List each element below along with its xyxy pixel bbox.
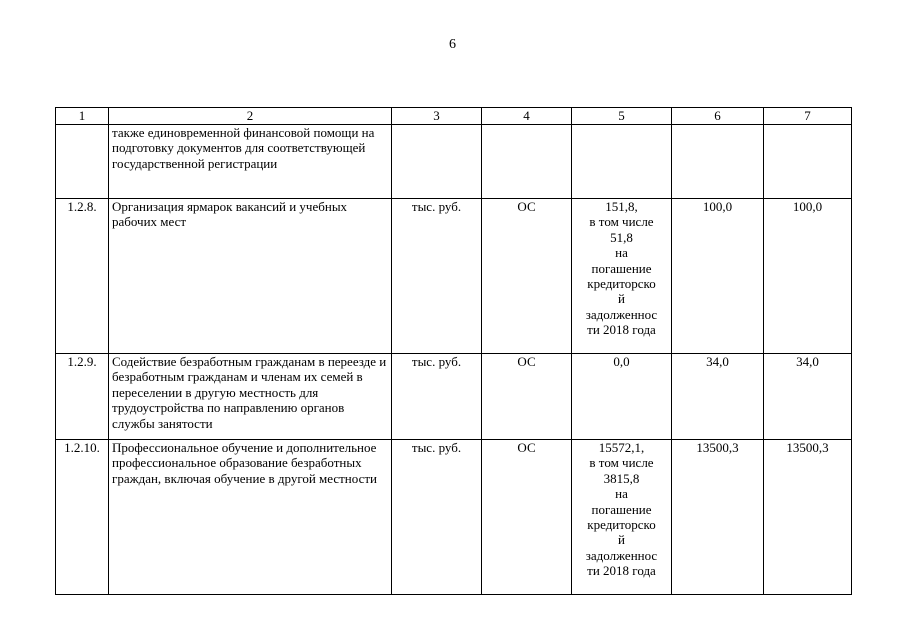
value-line: 0,0 (613, 354, 630, 369)
value-line: кредиторско (587, 276, 656, 292)
measures-table (55, 107, 852, 595)
row-number: 1.2.8. (56, 199, 109, 354)
row-number: 1.2.9. (56, 354, 109, 440)
value-line: задолженнос (585, 547, 658, 563)
value-line: погашение (591, 501, 652, 517)
value-line: погашение (591, 260, 652, 276)
value-line: кредиторско (587, 517, 656, 533)
value-line: 15572,1, (598, 440, 645, 455)
value-line: задолженнос (585, 306, 658, 322)
value-line: на (615, 486, 628, 502)
row-value-col6: 100,0 (672, 199, 764, 354)
row-value-col6: 13500,3 (672, 440, 764, 595)
column-header-7: 7 (764, 108, 852, 125)
column-header-2: 2 (109, 108, 392, 125)
row-source (482, 125, 572, 199)
row-number: 1.2.10. (56, 440, 109, 595)
value-line: ти 2018 года (587, 563, 656, 579)
row-value (572, 440, 672, 595)
column-header-1: 1 (56, 108, 109, 125)
row-value (572, 199, 672, 354)
value-line: й (618, 291, 625, 307)
row-unit: тыс. руб. (392, 354, 482, 440)
row-value-col7: 13500,3 (764, 440, 852, 595)
value-line: 51,8 (610, 229, 633, 245)
table-row (56, 354, 852, 440)
row-value-col7: 34,0 (764, 354, 852, 440)
row-value (572, 354, 672, 440)
column-header-3: 3 (392, 108, 482, 125)
page-number: 6 (449, 37, 456, 52)
value-line: 3815,8 (603, 470, 640, 486)
row-unit (392, 125, 482, 199)
row-value-col7 (764, 125, 852, 199)
row-value-col7: 100,0 (764, 199, 852, 354)
row-source: ОС (482, 199, 572, 354)
value-line: 151,8, (605, 199, 638, 214)
table-row (56, 199, 852, 354)
value-line: й (618, 532, 625, 548)
row-value-col6: 34,0 (672, 354, 764, 440)
value-line: в том числе (589, 214, 654, 230)
row-description: Организация ярмарок вакансий и учебных рабочих мест (109, 199, 392, 354)
table-header-row (56, 108, 852, 125)
column-header-4: 4 (482, 108, 572, 125)
value-line: ти 2018 года (587, 322, 656, 338)
column-header-5: 5 (572, 108, 672, 125)
row-value (572, 125, 672, 199)
value-line: на (615, 245, 628, 261)
row-unit: тыс. руб. (392, 440, 482, 595)
row-description: также единовременной финансовой помощи на подготовку документов для соответствующей государственной регистрации (109, 125, 392, 199)
table-row (56, 125, 852, 199)
row-value-col6 (672, 125, 764, 199)
row-description: Профессиональное обучение и дополнительное профессиональное образование безработных граждан, включая обучение в другой местности (109, 440, 392, 595)
column-header-6: 6 (672, 108, 764, 125)
row-unit: тыс. руб. (392, 199, 482, 354)
table-row (56, 440, 852, 595)
value-line: в том числе (589, 455, 654, 471)
row-source: ОС (482, 354, 572, 440)
row-number (56, 125, 109, 199)
row-source: ОС (482, 440, 572, 595)
row-description: Содействие безработным гражданам в переезде и безработным гражданам и членам их семей в переселении в другую местность для трудоустройства по направлению органов службы занятости (109, 354, 392, 440)
